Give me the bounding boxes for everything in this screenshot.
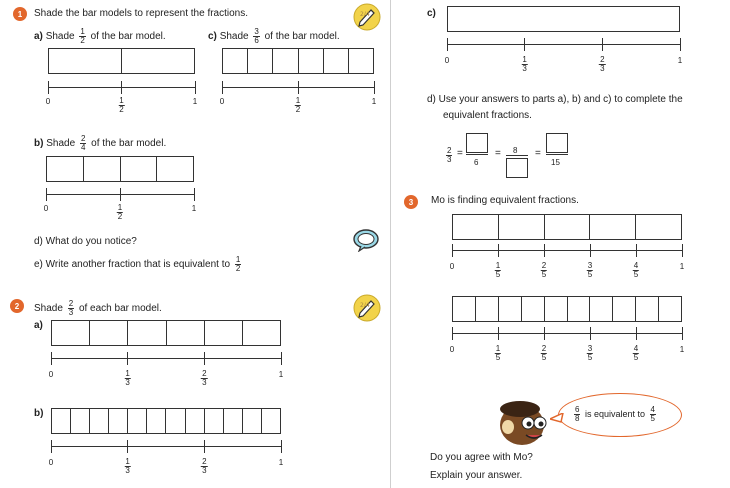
tick-label: 0 — [43, 204, 49, 213]
bar-part[interactable] — [128, 409, 147, 433]
number-line-tick — [544, 327, 545, 340]
tick-label: $\frac{2}{5}$ — [541, 261, 547, 279]
number-line-tick — [447, 38, 448, 51]
number-line-tick — [524, 38, 525, 51]
number-line-tick — [298, 81, 299, 94]
bar-part[interactable] — [613, 297, 636, 321]
q1d-equals-2: = — [495, 148, 501, 159]
number-line-tick — [51, 352, 52, 365]
q1c-label: c) — [208, 31, 217, 43]
q2b-bar-model[interactable] — [51, 408, 281, 434]
q3-bar-model-tenths — [452, 296, 682, 322]
number-line-tick — [498, 244, 499, 257]
tick-label: 1 — [679, 262, 685, 271]
tick-label: 0 — [48, 458, 54, 467]
q1c-fraction: $\frac{3}{6}$ — [254, 27, 259, 45]
number-line-tick — [374, 81, 375, 94]
mo-character-avatar — [496, 399, 554, 447]
q2a-label: a) — [34, 320, 43, 331]
q1d-numerator-8: 8 — [513, 146, 518, 155]
number-line-tick — [46, 188, 47, 201]
bar-part[interactable] — [299, 49, 324, 73]
q1b-post: of the bar model. — [91, 138, 167, 150]
bar-part[interactable] — [590, 297, 613, 321]
bar-part[interactable] — [248, 49, 273, 73]
number-line-axis — [452, 250, 682, 251]
tick-label: $\frac{4}{5}$ — [633, 344, 639, 362]
bar-part[interactable] — [243, 321, 280, 345]
q1c-right-bar[interactable] — [447, 6, 680, 32]
bar-part[interactable] — [167, 321, 205, 345]
number-line-tick — [281, 352, 282, 365]
number-line-tick — [452, 244, 453, 257]
bar-part[interactable] — [545, 297, 568, 321]
q2-post: of each bar model. — [78, 303, 162, 315]
bar-part[interactable] — [262, 409, 280, 433]
bar-part[interactable] — [590, 215, 636, 239]
q1c-right-number-line — [444, 38, 683, 73]
q1d-equals-1: = — [457, 148, 463, 159]
number-line-tick — [120, 188, 121, 201]
tick-label: $\frac{1}{2}$ — [117, 203, 123, 221]
number-line-tick — [48, 81, 49, 94]
q3-question-1: Do you agree with Mo? — [430, 452, 533, 463]
tick-label: 1 — [371, 97, 377, 106]
tick-label: 1 — [191, 204, 197, 213]
number-line-tick — [636, 327, 637, 340]
svg-text:2/4: 2/4 — [360, 11, 370, 18]
number-line-tick — [498, 327, 499, 340]
bar-part[interactable] — [324, 49, 349, 73]
q1e-fraction: $\frac{1}{2}$ — [235, 255, 241, 273]
q2a-number-line — [48, 352, 284, 387]
number-line-tick — [204, 440, 205, 453]
number-line-tick — [590, 327, 591, 340]
bar-part[interactable] — [122, 49, 194, 73]
q1a-pre: Shade — [45, 31, 75, 43]
svg-text:2/4: 2/4 — [360, 302, 370, 309]
tick-label: 1 — [278, 458, 284, 467]
number-line-axis — [452, 333, 682, 334]
tick-label: $\frac{2}{3}$ — [202, 457, 207, 475]
number-line-tick — [590, 244, 591, 257]
q1d-right-line2: equivalent fractions. — [443, 110, 532, 121]
q3-title: Mo is finding equivalent fractions. — [431, 195, 579, 206]
bar-part[interactable] — [476, 297, 499, 321]
q1d-answer-box-2[interactable] — [506, 158, 528, 178]
number-line-tick — [51, 440, 52, 453]
q1a-number-line — [45, 81, 198, 114]
tick-label: $\frac{2}{3}$ — [600, 55, 605, 73]
q3-bar-model-fifths — [452, 214, 682, 240]
tick-label: $\frac{4}{5}$ — [633, 261, 639, 279]
number-line-tick — [127, 440, 128, 453]
number-line-tick — [636, 244, 637, 257]
q1d-denominator-15: 15 — [551, 158, 560, 167]
q2a-bar-model[interactable] — [51, 320, 281, 346]
bar-part[interactable] — [121, 157, 158, 181]
bar-part[interactable] — [109, 409, 128, 433]
q2-fraction: $\frac{2}{3}$ — [68, 299, 74, 317]
question-1-badge: 1 — [13, 7, 27, 21]
question-3-badge: 3 — [404, 195, 418, 209]
tick-label: $\frac{1}{3}$ — [125, 457, 130, 475]
q1d-fraction-bar-3 — [546, 154, 568, 155]
q1c-pre: Shade — [219, 31, 249, 43]
q1b-prompt — [34, 135, 166, 152]
number-line-tick — [544, 244, 545, 257]
bar-part[interactable] — [349, 49, 373, 73]
q1c-post: of the bar model. — [264, 31, 340, 43]
bar-part[interactable] — [243, 409, 262, 433]
q1c-number-line — [219, 81, 377, 114]
q1d-fraction-bar-1 — [466, 154, 488, 155]
q1d-answer-box-3[interactable] — [546, 133, 568, 153]
tick-label: 0 — [444, 56, 450, 65]
number-line-tick — [194, 188, 195, 201]
q1-instruction: Shade the bar models to represent the fractions. — [34, 8, 249, 19]
number-line-axis — [51, 446, 281, 447]
q1a-fraction: $\frac{1}{2}$ — [80, 27, 85, 45]
q3-question-2: Explain your answer. — [430, 470, 523, 481]
q3-number-line-2 — [449, 327, 685, 362]
bar-part[interactable] — [453, 215, 499, 239]
number-line-tick — [452, 327, 453, 340]
q2-instruction — [34, 300, 162, 317]
tick-label: 0 — [45, 97, 51, 106]
bar-part[interactable] — [636, 215, 681, 239]
q1a-prompt — [34, 28, 166, 45]
number-line-tick — [682, 244, 683, 257]
q1b-fraction: $\frac{2}{4}$ — [80, 134, 86, 152]
bar-part[interactable] — [47, 157, 84, 181]
tick-label: $\frac{2}{3}$ — [202, 369, 207, 387]
number-line-tick — [222, 81, 223, 94]
bar-part[interactable] — [52, 321, 90, 345]
q1b-label: b) — [34, 138, 44, 150]
q1b-pre: Shade — [46, 138, 76, 150]
bar-part[interactable] — [166, 409, 185, 433]
discuss-icon — [352, 228, 380, 252]
mo-speech-text: $\frac{6}{8}$ is equivalent to $\frac{4}{5}$ — [575, 405, 655, 423]
number-line-axis — [51, 358, 281, 359]
q1a-label: a) — [34, 31, 43, 43]
bar-part[interactable] — [499, 215, 545, 239]
q2b-label: b) — [34, 408, 44, 419]
q1d-equals-3: = — [535, 148, 541, 159]
tick-label: 0 — [449, 345, 455, 354]
tick-label: $\frac{1}{2}$ — [295, 96, 301, 114]
question-2-badge: 2 — [10, 299, 24, 313]
tick-label: 0 — [48, 370, 54, 379]
number-line-tick — [195, 81, 196, 94]
q1e-text: e) Write another fraction that is equivalent to — [34, 259, 231, 271]
bar-part[interactable] — [224, 409, 243, 433]
q1d-fraction-2-3: $\frac{2}{3}$ — [447, 146, 452, 164]
tick-label: $\frac{2}{5}$ — [541, 344, 547, 362]
bar-part[interactable] — [52, 409, 71, 433]
tick-label: $\frac{1}{3}$ — [522, 55, 527, 73]
q3-number-line-1 — [449, 244, 685, 279]
bar-part[interactable] — [90, 321, 128, 345]
number-line-tick — [602, 38, 603, 51]
bar-part[interactable] — [205, 321, 243, 345]
q1b-bar-model[interactable] — [46, 156, 194, 182]
tick-label: 1 — [278, 370, 284, 379]
q2-pre: Shade — [34, 303, 63, 315]
bar-part[interactable] — [568, 297, 591, 321]
column-divider — [390, 0, 391, 488]
bar-part[interactable] — [186, 409, 205, 433]
bar-part[interactable] — [659, 297, 681, 321]
pencil-icon-2 — [352, 293, 382, 323]
bar-part[interactable] — [545, 215, 591, 239]
tick-label: 0 — [219, 97, 225, 106]
speech-bubble-tail — [550, 413, 564, 423]
bar-part[interactable] — [147, 409, 166, 433]
q1d-right-line1: d) Use your answers to parts a), b) and c) to complete the — [427, 94, 683, 105]
number-line-tick — [682, 327, 683, 340]
bar-part[interactable] — [84, 157, 121, 181]
q1e-prompt — [34, 256, 243, 273]
bar-part[interactable] — [636, 297, 659, 321]
bar-part[interactable] — [157, 157, 193, 181]
bar-part[interactable] — [49, 49, 122, 73]
tick-label: $\frac{1}{5}$ — [495, 261, 501, 279]
bar-part[interactable] — [128, 321, 166, 345]
tick-label: 1 — [679, 345, 685, 354]
tick-label: 1 — [192, 97, 198, 106]
q1a-post: of the bar model. — [90, 31, 166, 43]
number-line-tick — [127, 352, 128, 365]
tick-label: 0 — [449, 262, 455, 271]
tick-label: $\frac{1}{5}$ — [495, 344, 501, 362]
bar-part[interactable] — [223, 49, 248, 73]
bar-part[interactable] — [499, 297, 522, 321]
pencil-icon — [352, 2, 382, 32]
tick-label: $\frac{3}{5}$ — [587, 261, 593, 279]
bar-part[interactable] — [453, 297, 476, 321]
bar-part[interactable] — [205, 409, 224, 433]
q2b-number-line — [48, 440, 284, 475]
tick-label: 1 — [677, 56, 683, 65]
q1d-answer-box-1[interactable] — [466, 133, 488, 153]
q1d-denominator-6: 6 — [474, 158, 479, 167]
q1d-fraction-bar-2 — [506, 155, 528, 156]
q1c-right-label: c) — [427, 8, 436, 19]
tick-label: $\frac{1}{2}$ — [119, 96, 124, 114]
number-line-tick — [204, 352, 205, 365]
number-line-axis — [447, 44, 680, 45]
q1c-bar-model[interactable] — [222, 48, 374, 74]
q1d-prompt: d) What do you notice? — [34, 236, 137, 247]
q1b-number-line — [43, 188, 197, 221]
tick-label: $\frac{3}{5}$ — [587, 344, 593, 362]
tick-label: $\frac{1}{3}$ — [125, 369, 130, 387]
bar-part[interactable] — [273, 49, 298, 73]
q1c-prompt — [208, 28, 340, 45]
number-line-tick — [121, 81, 122, 94]
bar-part[interactable] — [71, 409, 90, 433]
number-line-tick — [281, 440, 282, 453]
bar-part[interactable] — [522, 297, 545, 321]
number-line-tick — [680, 38, 681, 51]
bar-part[interactable] — [90, 409, 109, 433]
q1a-bar-model[interactable] — [48, 48, 195, 74]
